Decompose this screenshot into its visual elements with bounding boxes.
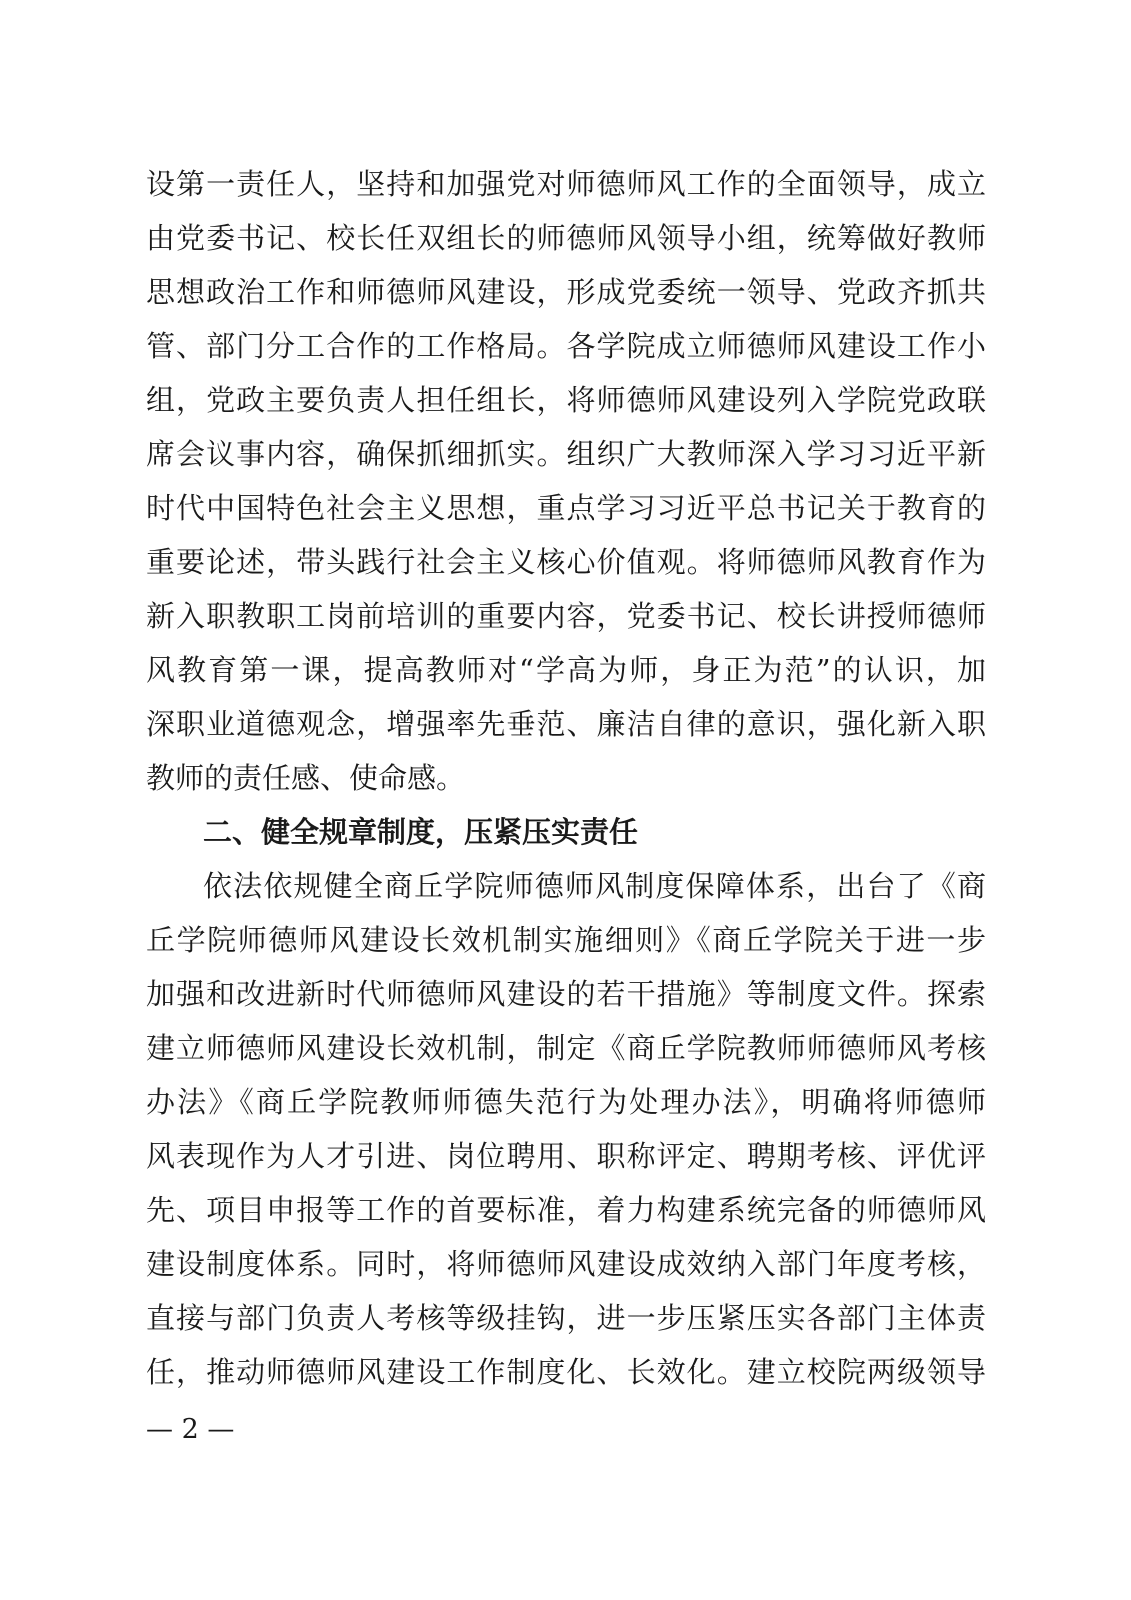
paragraph1-line-8: 重要论述，带头践行社会主义核心价值观。将师德师风教育作为 (146, 545, 986, 579)
section2-line-5: 办法》《商丘学院教师师德失范行为处理办法》，明确将师德师 (146, 1085, 986, 1119)
paragraph1-line-12: 教师的责任感、使命感。 (146, 761, 466, 795)
paragraph1-line-9: 新入职教职工岗前培训的重要内容，党委书记、校长讲授师德师 (146, 599, 986, 633)
paragraph1-line-5: 组，党政主要负责人担任组长，将师德师风建设列入学院党政联 (146, 383, 986, 417)
section2-line-9: 直接与部门负责人考核等级挂钩，进一步压紧压实各部门主体责 (146, 1301, 986, 1335)
paragraph1-line-3: 思想政治工作和师德师风建设，形成党委统一领导、党政齐抓共 (146, 275, 986, 309)
section2-line-10: 任，推动师德师风建设工作制度化、长效化。建立校院两级领导 (146, 1355, 986, 1389)
section2-line-6: 风表现作为人才引进、岗位聘用、职称评定、聘期考核、评优评 (146, 1139, 986, 1173)
paragraph1-line-1: 设第一责任人，坚持和加强党对师德师风工作的全面领导，成立 (146, 167, 986, 201)
paragraph1-line-11: 深职业道德观念，增强率先垂范、廉洁自律的意识，强化新入职 (146, 707, 986, 741)
section2-line-4: 建立师德师风建设长效机制，制定《商丘学院教师师德师风考核 (146, 1031, 986, 1065)
paragraph1-line-6: 席会议事内容，确保抓细抓实。组织广大教师深入学习习近平新 (146, 437, 986, 471)
section2-line-7: 先、项目申报等工作的首要标准，着力构建系统完备的师德师风 (146, 1193, 986, 1227)
section2-line-3: 加强和改进新时代师德师风建设的若干措施》等制度文件。探索 (146, 977, 986, 1011)
section2-line-1: 依法依规健全商丘学院师德师风制度保障体系，出台了《商 (203, 869, 986, 903)
section2-line-8: 建设制度体系。同时，将师德师风建设成效纳入部门年度考核， (146, 1247, 986, 1281)
paragraph1-line-4: 管、部门分工合作的工作格局。各学院成立师德师风建设工作小 (146, 329, 986, 363)
paragraph1-line-10: 风教育第一课，提高教师对“学高为师，身正为范”的认识，加 (146, 653, 986, 687)
paragraph1-line-7: 时代中国特色社会主义思想，重点学习习近平总书记关于教育的 (146, 491, 986, 525)
section2-line-2: 丘学院师德师风建设长效机制实施细则》《商丘学院关于进一步 (146, 923, 986, 957)
paragraph1-line-2: 由党委书记、校长任双组长的师德师风领导小组，统筹做好教师 (146, 221, 986, 255)
page-number: — 2 — (146, 1414, 235, 1445)
section-heading: 二、健全规章制度，压紧压实责任 (203, 815, 639, 849)
